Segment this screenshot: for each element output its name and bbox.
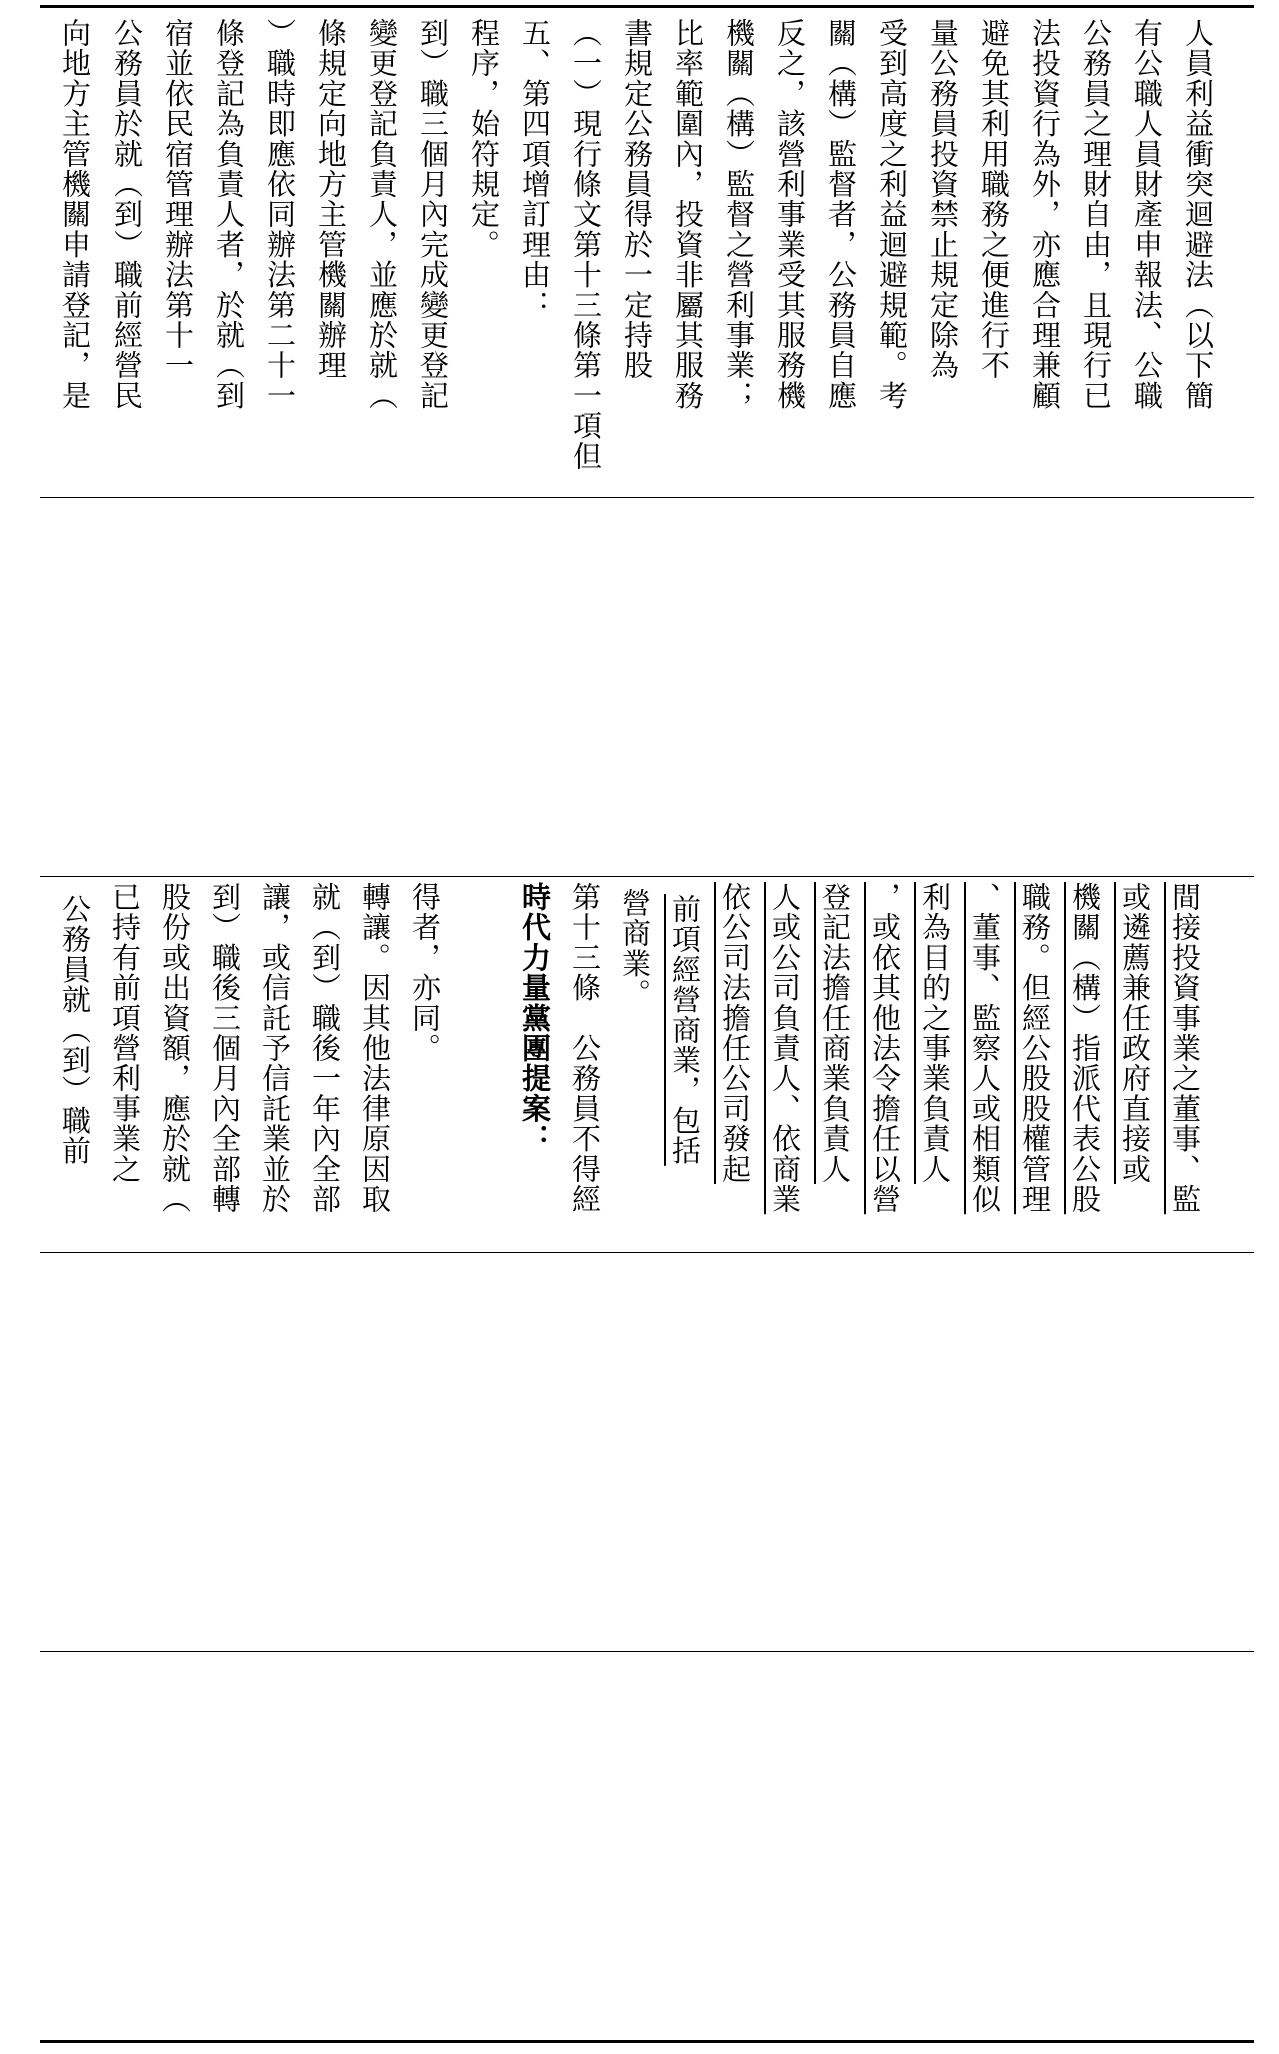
text-column: 程序，始符規定。 <box>467 18 501 260</box>
text-column: 條規定向地方主管機關辦理 <box>314 18 348 381</box>
text-column: 向地方主管機關申請登記，是 <box>58 18 92 411</box>
underlined-text: 依公司法擔任公司發起 <box>718 882 752 1184</box>
underlined-text: 或遴薦兼任政府直接或 <box>1118 882 1152 1184</box>
text-column: 到）職後三個月內全部轉 <box>208 882 242 1215</box>
article-text: 第十三條 公務員不得經 <box>568 882 602 1215</box>
text-column: 受到高度之利益迴避規範。考 <box>875 18 909 411</box>
text-column: 書規定公務員得於一定持股 <box>620 18 654 381</box>
text-column: 量公務員投資禁止規定除為 <box>926 18 960 381</box>
section-heading: 五、第四項增訂理由： <box>518 18 552 320</box>
text-column: 公務員就（到）職前 <box>58 894 92 1166</box>
text-column: 人員利益衝突迴避法（以下簡 <box>1181 18 1215 411</box>
underlined-text: 、董事、監察人或相類似 <box>968 882 1002 1215</box>
underlined-text: 人或公司負責人、依商業 <box>768 882 802 1215</box>
text-column: 法投資行為外，亦應合理兼顧 <box>1028 18 1062 411</box>
text-column: ）職時即應依同辦法第二十一 <box>263 18 297 411</box>
bottom-row-cell <box>50 1656 1260 2036</box>
text-column: （一）現行條文第十三條第一項但 <box>569 18 603 471</box>
article-text: 營商業。 <box>618 888 652 1009</box>
underlined-text: 登記法擔任商業負責人 <box>818 882 852 1184</box>
text-column: 宿並依民宿管理辦法第十一 <box>161 18 195 381</box>
text-column: 公務員之理財自由，且現行已 <box>1079 18 1113 411</box>
top-border <box>40 5 1254 8</box>
text-column: 變更登記負責人，並應於就（ <box>365 18 399 411</box>
row-divider-2 <box>40 876 1254 877</box>
text-column: 就（到）職後一年內全部 <box>308 882 342 1215</box>
underlined-text: 機關（構）指派代表公股 <box>1068 882 1102 1215</box>
text-column: 條登記為負責人者，於就（到 <box>212 18 246 411</box>
row-divider-4 <box>40 1651 1254 1652</box>
top-row-cell <box>50 12 1260 492</box>
row-divider-1 <box>40 497 1254 498</box>
middle-row-cell <box>50 882 1260 1248</box>
text-column: 已持有前項營利事業之 <box>108 882 142 1184</box>
text-column: 轉讓。因其他法律原因取 <box>358 882 392 1215</box>
text-column: 公務員於就（到）職前經營民 <box>110 18 144 411</box>
underlined-text: 職務。但經公股股權管理 <box>1018 882 1052 1215</box>
row-divider-3 <box>40 1252 1254 1253</box>
text-column: 股份或出資額，應於就（ <box>158 882 192 1215</box>
bottom-border <box>40 2040 1254 2043</box>
text-column: 反之，該營利事業受其服務機 <box>773 18 807 411</box>
text-column: 避免其利用職務之便進行不 <box>977 18 1011 381</box>
text-column: 得者，亦同。 <box>408 882 442 1064</box>
text-column: 比率範圍內，投資非屬其服務 <box>671 18 705 411</box>
underlined-text: ，或依其他法令擔任以營 <box>868 882 902 1215</box>
text-column: 讓，或信託予信託業並於 <box>258 882 292 1215</box>
proposal-heading: 時代力量黨團提案： <box>518 882 552 1154</box>
text-column: 機關（構）監督之營利事業； <box>722 18 756 411</box>
underlined-text: 間接投資事業之董事、監 <box>1168 882 1202 1215</box>
text-column: 有公職人員財產申報法、公職 <box>1130 18 1164 411</box>
text-column: 關（構）監督者，公務員自應 <box>824 18 858 411</box>
underlined-text: 前項經營商業，包括 <box>668 894 702 1166</box>
underlined-text: 利為目的之事業負責人 <box>918 882 952 1184</box>
text-column: 到）職三個月內完成變更登記 <box>416 18 450 411</box>
